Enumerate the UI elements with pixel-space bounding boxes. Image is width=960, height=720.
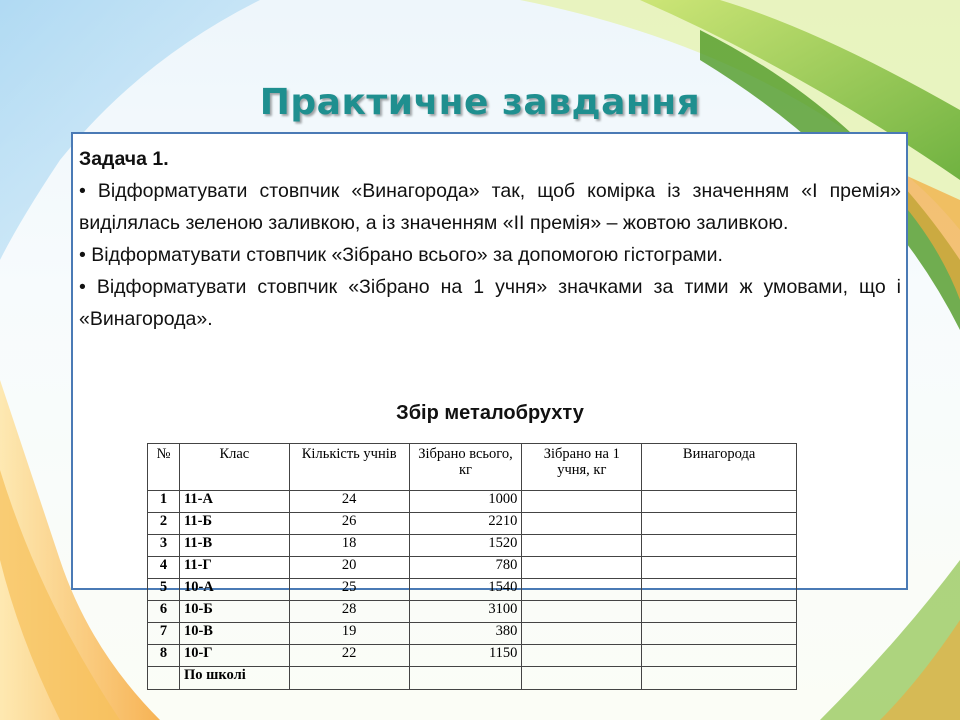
scrap-metal-table: [147, 443, 797, 690]
cell-students: 22: [289, 645, 409, 667]
table-row: [148, 557, 797, 579]
cell-reward: [642, 513, 797, 535]
cell-number: 4: [148, 557, 180, 579]
task-bullet: • Відформатувати стовпчик «Зібрано на 1 учня» значками за тими ж умовами, що і «Винагорода».: [79, 276, 901, 330]
cell-class: 10-Б: [179, 601, 289, 623]
cell-number: 2: [148, 513, 180, 535]
cell-reward: [642, 579, 797, 601]
table-row: [148, 513, 797, 535]
cell-class: 11-Г: [179, 557, 289, 579]
task-bullet: • Відформатувати стовпчик «Винагорода» так, щоб комірка із значенням «І премія» виділялась зеленою заливкою, а із значенням «ІІ премія» – жовтою заливкою.: [79, 180, 901, 234]
cell-number: 3: [148, 535, 180, 557]
task-text: [79, 143, 901, 335]
table-row: [148, 601, 797, 623]
cell-footer-label: По школі: [179, 667, 289, 690]
cell-reward: [642, 601, 797, 623]
column-header: Винагорода: [642, 444, 797, 491]
cell-reward: [642, 491, 797, 513]
cell-total: 3100: [409, 601, 522, 623]
cell-number: 5: [148, 579, 180, 601]
table-caption: Збір металобрухту: [396, 402, 584, 424]
cell-per-student: [522, 645, 642, 667]
table-footer-row: [148, 667, 797, 690]
column-header: Зібрано на 1 учня, кг: [522, 444, 642, 491]
cell-per-student: [522, 601, 642, 623]
table-row: [148, 579, 797, 601]
cell-per-student: [522, 579, 642, 601]
column-header: №: [148, 444, 180, 491]
task-bullet: • Відформатувати стовпчик «Зібрано всього» за допомогою гістограми.: [79, 244, 723, 266]
table-row: [148, 535, 797, 557]
cell-students: 20: [289, 557, 409, 579]
cell-number: 1: [148, 491, 180, 513]
column-header: Зібрано всього, кг: [409, 444, 522, 491]
cell-number: 6: [148, 601, 180, 623]
cell-total: 380: [409, 623, 522, 645]
cell-students: 24: [289, 491, 409, 513]
cell-reward: [642, 535, 797, 557]
cell-per-student: [522, 667, 642, 690]
cell-number: 8: [148, 645, 180, 667]
cell-total: 2210: [409, 513, 522, 535]
cell-per-student: [522, 535, 642, 557]
cell-class: 10-Г: [179, 645, 289, 667]
cell-total: 1150: [409, 645, 522, 667]
cell-total: 1540: [409, 579, 522, 601]
cell-class: 10-В: [179, 623, 289, 645]
cell-number: [148, 667, 180, 690]
task-heading: Задача 1.: [79, 148, 169, 170]
cell-total: 1000: [409, 491, 522, 513]
cell-class: 11-В: [179, 535, 289, 557]
cell-class: 11-А: [179, 491, 289, 513]
cell-reward: [642, 645, 797, 667]
cell-students: 25: [289, 579, 409, 601]
column-header: Клас: [179, 444, 289, 491]
cell-total: 1520: [409, 535, 522, 557]
cell-students: 19: [289, 623, 409, 645]
table-row: [148, 491, 797, 513]
cell-per-student: [522, 557, 642, 579]
cell-students: 28: [289, 601, 409, 623]
cell-total: [409, 667, 522, 690]
cell-per-student: [522, 491, 642, 513]
table-row: [148, 645, 797, 667]
column-header: Кількість учнів: [289, 444, 409, 491]
cell-number: 7: [148, 623, 180, 645]
cell-class: 11-Б: [179, 513, 289, 535]
cell-students: 18: [289, 535, 409, 557]
cell-class: 10-А: [179, 579, 289, 601]
page-title: Практичне завдання: [259, 82, 701, 123]
table-header-row: [148, 444, 797, 491]
cell-students: [289, 667, 409, 690]
cell-per-student: [522, 513, 642, 535]
cell-per-student: [522, 623, 642, 645]
cell-reward: [642, 623, 797, 645]
table-row: [148, 623, 797, 645]
cell-reward: [642, 557, 797, 579]
cell-students: 26: [289, 513, 409, 535]
cell-total: 780: [409, 557, 522, 579]
cell-reward: [642, 667, 797, 690]
